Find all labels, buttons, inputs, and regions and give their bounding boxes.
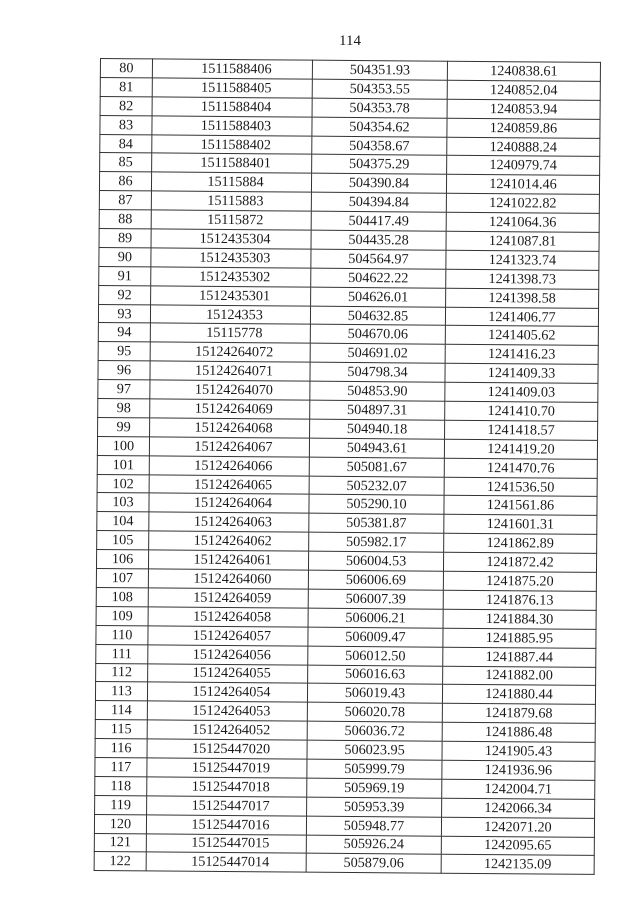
row-index-cell: 81 xyxy=(100,77,152,96)
x-coordinate-cell: 504622.22 xyxy=(311,268,446,288)
point-code-cell: 15125447018 xyxy=(147,777,307,797)
row-index-cell: 93 xyxy=(98,304,150,323)
x-coordinate-cell: 504943.61 xyxy=(309,438,444,458)
point-code-cell: 15125447020 xyxy=(147,739,307,759)
point-code-cell: 15124264067 xyxy=(149,437,309,457)
point-code-cell: 1511588401 xyxy=(152,153,312,173)
point-code-cell: 15125447019 xyxy=(147,758,307,778)
table-body xyxy=(94,59,600,875)
y-coordinate-cell: 1241887.44 xyxy=(443,647,596,667)
row-index-cell: 84 xyxy=(100,134,152,153)
row-index-cell: 121 xyxy=(94,833,146,852)
point-code-cell: 1511588402 xyxy=(152,134,312,154)
point-code-cell: 15124264065 xyxy=(149,474,309,494)
point-code-cell: 15124264053 xyxy=(147,701,307,721)
point-code-cell: 15125447016 xyxy=(146,815,306,835)
row-index-cell: 99 xyxy=(98,417,150,436)
row-index-cell: 89 xyxy=(99,229,151,248)
point-code-cell: 15124264069 xyxy=(150,399,310,419)
point-code-cell: 15124264068 xyxy=(150,418,310,438)
point-code-cell: 1512435304 xyxy=(151,229,311,249)
y-coordinate-cell: 1240838.61 xyxy=(447,61,600,81)
x-coordinate-cell: 505999.79 xyxy=(307,759,442,779)
point-code-cell: 15124264059 xyxy=(148,588,308,608)
point-code-cell: 15124264064 xyxy=(149,493,309,513)
y-coordinate-cell: 1240859.86 xyxy=(447,118,600,138)
y-coordinate-cell: 1241087.81 xyxy=(446,231,599,251)
y-coordinate-cell: 1241876.13 xyxy=(443,590,596,610)
row-index-cell: 116 xyxy=(95,739,147,758)
y-coordinate-cell: 1241409.03 xyxy=(445,382,598,402)
point-code-cell: 1511588403 xyxy=(152,116,312,136)
y-coordinate-cell: 1240853.94 xyxy=(447,99,600,119)
y-coordinate-cell: 1241398.73 xyxy=(446,269,599,289)
point-code-cell: 15124264057 xyxy=(148,626,308,646)
point-code-cell: 15115884 xyxy=(151,172,311,192)
y-coordinate-cell: 1241872.42 xyxy=(443,552,596,572)
x-coordinate-cell: 506020.78 xyxy=(307,702,442,722)
row-index-cell: 85 xyxy=(100,153,152,172)
row-index-cell: 97 xyxy=(98,380,150,399)
coordinates-table xyxy=(94,58,601,875)
y-coordinate-cell: 1241561.86 xyxy=(444,496,597,516)
row-index-cell: 118 xyxy=(95,776,147,795)
x-coordinate-cell: 506019.43 xyxy=(307,684,442,704)
row-index-cell: 98 xyxy=(98,399,150,418)
y-coordinate-cell: 1242066.34 xyxy=(442,798,595,818)
y-coordinate-cell: 1241886.48 xyxy=(442,722,595,742)
row-index-cell: 102 xyxy=(97,474,149,493)
x-coordinate-cell: 505948.77 xyxy=(306,816,441,836)
x-coordinate-cell: 506009.47 xyxy=(308,627,443,647)
row-index-cell: 120 xyxy=(94,814,146,833)
row-index-cell: 87 xyxy=(99,191,151,210)
y-coordinate-cell: 1241405.62 xyxy=(445,326,598,346)
x-coordinate-cell: 504358.67 xyxy=(312,136,447,156)
point-code-cell: 15124264062 xyxy=(149,531,309,551)
x-coordinate-cell: 504353.55 xyxy=(312,79,447,99)
x-coordinate-cell: 505290.10 xyxy=(309,495,444,515)
y-coordinate-cell: 1241880.44 xyxy=(442,685,595,705)
x-coordinate-cell: 504670.06 xyxy=(310,325,445,345)
row-index-cell: 111 xyxy=(96,644,148,663)
x-coordinate-cell: 504417.49 xyxy=(311,211,446,231)
point-code-cell: 1511588405 xyxy=(152,78,312,98)
y-coordinate-cell: 1241936.96 xyxy=(442,760,595,780)
point-code-cell: 1511588404 xyxy=(152,97,312,117)
row-index-cell: 80 xyxy=(100,59,152,78)
x-coordinate-cell: 506036.72 xyxy=(307,721,442,741)
x-coordinate-cell: 505926.24 xyxy=(306,835,441,855)
x-coordinate-cell: 504375.29 xyxy=(312,155,447,175)
table-row xyxy=(94,852,594,875)
point-code-cell: 15115872 xyxy=(151,210,311,230)
row-index-cell: 100 xyxy=(97,436,149,455)
row-index-cell: 110 xyxy=(96,625,148,644)
row-index-cell: 113 xyxy=(95,682,147,701)
y-coordinate-cell: 1241875.20 xyxy=(443,571,596,591)
y-coordinate-cell: 1241601.31 xyxy=(444,515,597,535)
point-code-cell: 15124264058 xyxy=(148,607,308,627)
x-coordinate-cell: 504354.62 xyxy=(312,117,447,137)
row-index-cell: 92 xyxy=(99,285,151,304)
x-coordinate-cell: 504351.93 xyxy=(312,60,447,80)
point-code-cell: 15124264056 xyxy=(148,645,308,665)
x-coordinate-cell: 504940.18 xyxy=(310,419,445,439)
x-coordinate-cell: 504353.78 xyxy=(312,98,447,118)
x-coordinate-cell: 504691.02 xyxy=(310,344,445,364)
x-coordinate-cell: 506004.53 xyxy=(308,551,443,571)
x-coordinate-cell: 506006.21 xyxy=(308,608,443,628)
point-code-cell: 1512435303 xyxy=(151,248,311,268)
point-code-cell: 15124264070 xyxy=(150,380,310,400)
row-index-cell: 107 xyxy=(96,569,148,588)
row-index-cell: 88 xyxy=(99,210,151,229)
point-code-cell: 15124264055 xyxy=(148,663,308,683)
row-index-cell: 104 xyxy=(97,512,149,531)
point-code-cell: 15124264061 xyxy=(148,550,308,570)
row-index-cell: 105 xyxy=(97,531,149,550)
coordinates-table-wrapper xyxy=(94,58,600,875)
point-code-cell: 15124264071 xyxy=(150,361,310,381)
x-coordinate-cell: 504632.85 xyxy=(310,306,445,326)
row-index-cell: 90 xyxy=(99,247,151,266)
y-coordinate-cell: 1241885.95 xyxy=(443,628,596,648)
row-index-cell: 94 xyxy=(98,323,150,342)
y-coordinate-cell: 1241879.68 xyxy=(442,703,595,723)
x-coordinate-cell: 505879.06 xyxy=(306,854,441,874)
y-coordinate-cell: 1240979.74 xyxy=(447,156,600,176)
point-code-cell: 15125447014 xyxy=(146,852,306,872)
point-code-cell: 15124264054 xyxy=(147,682,307,702)
x-coordinate-cell: 505953.39 xyxy=(307,797,442,817)
y-coordinate-cell: 1241406.77 xyxy=(445,307,598,327)
point-code-cell: 15124264072 xyxy=(150,342,310,362)
row-index-cell: 108 xyxy=(96,587,148,606)
row-index-cell: 86 xyxy=(99,172,151,191)
y-coordinate-cell: 1240852.04 xyxy=(447,80,600,100)
x-coordinate-cell: 504435.28 xyxy=(311,230,446,250)
point-code-cell: 15125447017 xyxy=(147,796,307,816)
y-coordinate-cell: 1241398.58 xyxy=(446,288,599,308)
x-coordinate-cell: 506006.69 xyxy=(308,570,443,590)
point-code-cell: 15124353 xyxy=(150,304,310,324)
y-coordinate-cell: 1242095.65 xyxy=(441,836,594,856)
x-coordinate-cell: 505982.17 xyxy=(309,532,444,552)
y-coordinate-cell: 1241905.43 xyxy=(442,741,595,761)
x-coordinate-cell: 504390.84 xyxy=(311,174,446,194)
x-coordinate-cell: 505081.67 xyxy=(309,457,444,477)
point-code-cell: 1512435302 xyxy=(151,267,311,287)
point-code-cell: 15115778 xyxy=(150,323,310,343)
row-index-cell: 117 xyxy=(95,757,147,776)
y-coordinate-cell: 1242004.71 xyxy=(442,779,595,799)
x-coordinate-cell: 504394.84 xyxy=(311,192,446,212)
row-index-cell: 112 xyxy=(96,663,148,682)
point-code-cell: 15124264052 xyxy=(147,720,307,740)
x-coordinate-cell: 504626.01 xyxy=(311,287,446,307)
point-code-cell: 15124264063 xyxy=(149,512,309,532)
page-number: 114 xyxy=(339,33,361,49)
x-coordinate-cell: 506012.50 xyxy=(308,646,443,666)
row-index-cell: 82 xyxy=(100,96,152,115)
y-coordinate-cell: 1241409.33 xyxy=(445,363,598,383)
x-coordinate-cell: 504798.34 xyxy=(310,362,445,382)
x-coordinate-cell: 505232.07 xyxy=(309,476,444,496)
row-index-cell: 96 xyxy=(98,361,150,380)
y-coordinate-cell: 1241419.20 xyxy=(444,439,597,459)
y-coordinate-cell: 1241418.57 xyxy=(445,420,598,440)
x-coordinate-cell: 504897.31 xyxy=(310,400,445,420)
y-coordinate-cell: 1241022.82 xyxy=(446,193,599,213)
y-coordinate-cell: 1241884.30 xyxy=(443,609,596,629)
row-index-cell: 83 xyxy=(100,115,152,134)
row-index-cell: 106 xyxy=(96,550,148,569)
point-code-cell: 15115883 xyxy=(151,191,311,211)
point-code-cell: 15124264066 xyxy=(149,456,309,476)
row-index-cell: 95 xyxy=(98,342,150,361)
y-coordinate-cell: 1241882.00 xyxy=(443,666,596,686)
point-code-cell: 15124264060 xyxy=(148,569,308,589)
row-index-cell: 115 xyxy=(95,720,147,739)
row-index-cell: 103 xyxy=(97,493,149,512)
x-coordinate-cell: 504564.97 xyxy=(311,249,446,269)
y-coordinate-cell: 1241014.46 xyxy=(446,175,599,195)
point-code-cell: 15125447015 xyxy=(146,833,306,853)
y-coordinate-cell: 1241410.70 xyxy=(445,401,598,421)
row-index-cell: 101 xyxy=(97,455,149,474)
y-coordinate-cell: 1241536.50 xyxy=(444,477,597,497)
x-coordinate-cell: 505969.19 xyxy=(307,778,442,798)
y-coordinate-cell: 1241470.76 xyxy=(444,458,597,478)
x-coordinate-cell: 506016.63 xyxy=(308,665,443,685)
row-index-cell: 122 xyxy=(94,852,146,871)
row-index-cell: 91 xyxy=(99,266,151,285)
y-coordinate-cell: 1242071.20 xyxy=(441,817,594,837)
row-index-cell: 114 xyxy=(95,701,147,720)
x-coordinate-cell: 506023.95 xyxy=(307,740,442,760)
y-coordinate-cell: 1241064.36 xyxy=(446,212,599,232)
y-coordinate-cell: 1241323.74 xyxy=(446,250,599,270)
x-coordinate-cell: 505381.87 xyxy=(309,514,444,534)
x-coordinate-cell: 504853.90 xyxy=(310,381,445,401)
y-coordinate-cell: 1240888.24 xyxy=(447,137,600,157)
row-index-cell: 109 xyxy=(96,606,148,625)
y-coordinate-cell: 1241416.23 xyxy=(445,345,598,365)
x-coordinate-cell: 506007.39 xyxy=(308,589,443,609)
y-coordinate-cell: 1241862.89 xyxy=(444,533,597,553)
row-index-cell: 119 xyxy=(95,795,147,814)
point-code-cell: 1512435301 xyxy=(151,286,311,306)
y-coordinate-cell: 1242135.09 xyxy=(441,855,594,875)
point-code-cell: 1511588406 xyxy=(152,59,312,79)
